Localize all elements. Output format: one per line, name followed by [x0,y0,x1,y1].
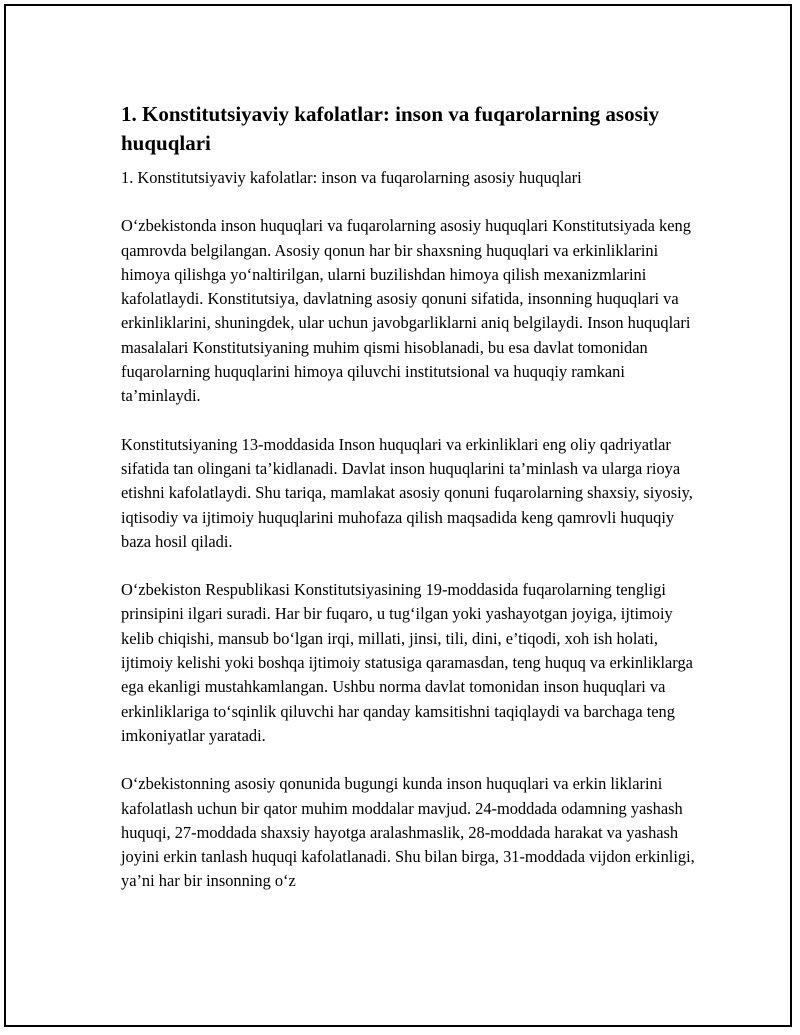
paragraph: O‘zbekiston Respublikasi Konstitutsiyasining 19-moddasida fuqarolarning tengligi prinsipini ilgari suradi. Har bir fuqaro, u tug‘ilgan yoki yashayotgan joyiga, ijtimoiy kelib chiqishi, mansub bo‘lgan irqi, millati, jinsi, tili, dini, e’tiqodi, xoh ish holati, ijtimoiy kelishi yoki boshqa ijtimoiy statusiga qaramasdan, teng huquq va erkinliklarga ega ekanligi mustahkamlangan. Ushbu norma davlat tomonidan inson huquqlari va erkinliklariga to‘sqinlik qiluvchi har qanday kamsitishni taqiqlaydi va barchaga teng imkoniyatlar yaratadi. [121,580,693,745]
document-subtitle: 1. Konstitutsiyaviy kafolatlar: inson va fuqarolarning asosiy huquqlari [121,168,582,187]
document-page [4,4,792,1027]
document-title: 1. Konstitutsiyaviy kafolatlar: inson va fuqarolarning asosiy huquqlari [121,102,660,155]
paragraph: O‘zbekistonning asosiy qonunida bugungi kunda inson huquqlari va erkin liklarini kafolatlash uchun bir qator muhim moddalar mavjud. 24-moddada odamning yashash huquqi, 27-moddada shaxsiy hayotga aralashmaslik, 28-moddada harakat va yashash joyini erkin tanlash huquqi kafolatlanadi. Shu bilan birga, 31-moddada vijdon erkinligi, ya’ni har bir insonning o‘z [121,774,695,891]
paragraph: O‘zbekistonda inson huquqlari va fuqarolarning asosiy huquqlari Konstitutsiyada keng qamrovda belgilangan. Asosiy qonun har bir shaxsning huquqlari va erkinliklarini himoya qilishga yo‘naltirilgan, ularni buzilishdan himoya qilish mexanizmlarini kafolatlaydi. Konstitutsiya, davlatning asosiy qonuni sifatida, insonning huquqlari va erkinliklarini, shuningdek, ular uchun javobgarliklarni aniq belgilaydi. Inson huquqlari masalalari Konstitutsiyaning muhim qismi hisoblanadi, bu esa davlat tomonidan fuqarolarning huquqlarini himoya qiluvchi institutsional va huquqiy ramkani ta’minlaydi. [121,216,691,406]
document-content [121,100,696,918]
paragraph: Konstitutsiyaning 13-moddasida Inson huquqlari va erkinliklari eng oliy qadriyatlar sifatida tan olingani ta’kidlanadi. Davlat inson huquqlarini ta’minlash va ularga rioya etishni kafolatlaydi. Shu tariqa, mamlakat asosiy qonuni fuqarolarning shaxsiy, siyosiy, iqtisodiy va ijtimoiy huquqlarini muhofaza qilish maqsadida keng qamrovli huquqiy baza hosil qiladi. [121,434,693,551]
